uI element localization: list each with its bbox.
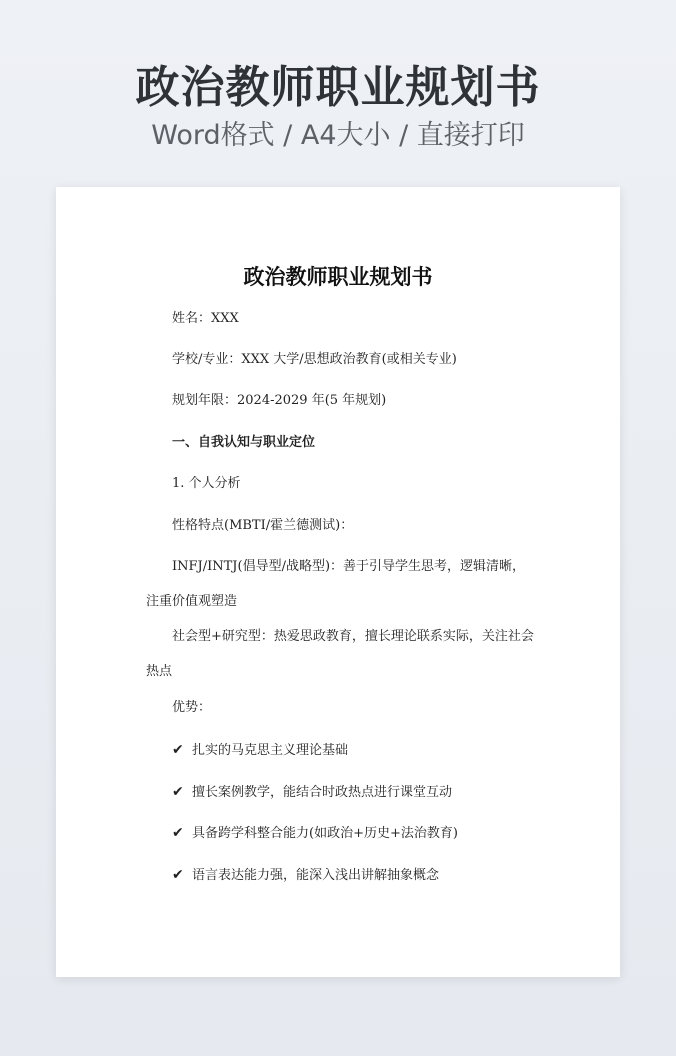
banner-subtitle: Word格式 / A4大小 / 直接打印 (151, 120, 525, 151)
advantage-text: 语言表达能力强，能深入浅出讲解抽象概念 (192, 868, 440, 883)
checkmark-icon: ✔ (172, 825, 184, 841)
advantage-text: 擅长案例教学，能结合时政热点进行课堂互动 (192, 785, 453, 800)
advantage-item (172, 741, 542, 760)
checkmark-icon: ✔ (172, 742, 184, 758)
period-line: 规划年限：2024-2029 年(5 年规划) (172, 393, 387, 408)
school-line: 学校/专业：XXX 大学/思想政治教育(或相关专业) (172, 352, 457, 367)
subsection-heading: 1. 个人分析 (172, 476, 241, 491)
advantage-text: 具备跨学科整合能力(如政治+历史+法治教育) (192, 826, 458, 841)
advantage-item (172, 866, 542, 885)
advantage-text: 扎实的马克思主义理论基础 (192, 743, 349, 758)
personality-label: 性格特点(MBTI/霍兰德测试)： (172, 518, 354, 533)
section-heading: 一、自我认知与职业定位 (172, 435, 316, 450)
personality-paragraph-2: 社会型+研究型：热爱思政教育，擅长理论联系实际，关注社会热点 (146, 629, 534, 679)
advantage-item (172, 824, 542, 843)
checkmark-icon: ✔ (172, 867, 184, 883)
name-line: 姓名：XXX (172, 311, 239, 326)
banner-title: 政治教师职业规划书 (135, 62, 541, 113)
document-page (56, 187, 620, 977)
document-title: 政治教师职业规划书 (243, 264, 433, 289)
advantages-label: 优势： (172, 700, 212, 715)
personality-paragraph-1: INFJ/INTJ(倡导型/战略型)：善于引导学生思考，逻辑清晰，注重价值观塑造 (146, 559, 526, 609)
checkmark-icon: ✔ (172, 784, 184, 800)
advantage-item (172, 783, 542, 802)
